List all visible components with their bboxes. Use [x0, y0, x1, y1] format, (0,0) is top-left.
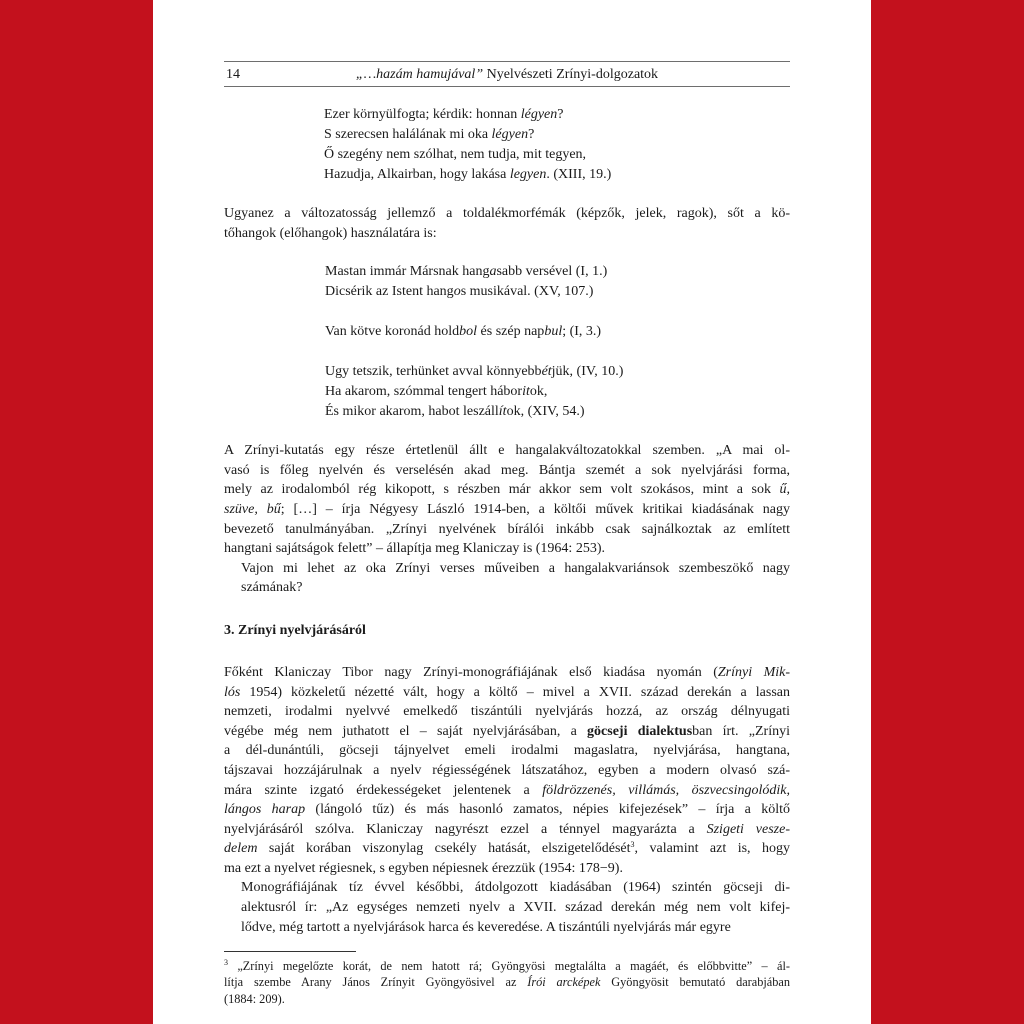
text-run: (1884: 209). [224, 991, 285, 1006]
text-line [224, 839, 790, 859]
text-run: a dél-dunántúli, göcseji tájnyelvet emeli irodalmi magaslatra, nyelvjárása, hangtana, [224, 743, 790, 759]
text-run: és szép nap [477, 324, 545, 340]
text-run: Ezer környülfogta; kérdik: honnan [324, 107, 521, 122]
text-line [224, 974, 790, 990]
text-run: ; (I, 3.) [562, 324, 602, 340]
text-line [325, 362, 790, 382]
text-run: ű, [779, 482, 790, 498]
paragraph-fokent [224, 663, 790, 879]
text-run: tőhangok (előhangok) használatára is: [224, 225, 437, 241]
text-run: legyen [509, 167, 547, 182]
text-line [224, 539, 790, 559]
text-line [224, 702, 790, 722]
text-line [224, 820, 790, 840]
text-run: lángos harap [224, 802, 306, 818]
text-line [325, 262, 790, 282]
text-run: mely az irodalomból rég kikopott, s részben már akkor sem volt szokásos, mint a sok [224, 482, 780, 498]
footnote-ref: 3 [630, 840, 635, 850]
text-run: bul [544, 324, 563, 340]
text-run: Ő szegény nem szólhat, nem tudja, mit tegyen, [324, 147, 587, 162]
text-line [325, 402, 790, 422]
text-run: ok, (XIV, 54.) [506, 404, 585, 420]
text-run: Dicsérik az Istent hang [325, 284, 454, 300]
running-title-rest: Nyelvészeti Zrínyi-dolgozatok [483, 67, 659, 82]
text-run: végébe még nem juthatott el – saját nyelvjárásában, a [224, 723, 588, 739]
text-run: it [522, 384, 530, 400]
text-run: o [453, 284, 461, 300]
text-run: ít [498, 404, 507, 420]
verse-quote-1 [324, 105, 790, 185]
text-line [224, 578, 790, 598]
text-line [224, 663, 790, 683]
text-run: 1954) közkeletű nézetté vált, hogy a költő – mivel a XVII. század derekán a lassan [240, 684, 790, 700]
text-line [224, 918, 790, 938]
text-run: légyen [491, 127, 529, 142]
text-run: számának? [241, 580, 303, 596]
text-run: földrözzenés, villámás, öszvecsingolódik, [542, 782, 790, 798]
text-line [324, 105, 790, 125]
text-run: Főként Klaniczay Tibor nagy Zrínyi-monográfiájának első kiadása nyomán ( [224, 664, 718, 680]
text-run: delem [224, 841, 258, 857]
text-run: Ha akarom, szómmal tengert hábor [325, 384, 523, 400]
text-run: Monográfiájának tíz évvel későbbi, átdolgozott kiadásában (1964) szintén göcseji di- [241, 880, 790, 896]
text-run: lítja szembe Arany János Zrínyit Gyöngyösivel az [224, 975, 528, 990]
text-run: Hazudja, Alkairban, hogy lakása [324, 167, 510, 182]
running-title [224, 63, 790, 87]
text-line [224, 958, 790, 974]
text-line [224, 800, 790, 820]
footnote-separator [224, 951, 356, 952]
text-run: Ugyanez a változatosság jellemző a toldalékmorfémák (képzők, jelek, ragok), sőt a kö- [224, 206, 790, 221]
text-run: hangtani sajátságok felett” – állapítja meg Klaniczay is (1964: 253). [224, 541, 605, 557]
text-run: jük, (IV, 10.) [551, 364, 624, 380]
stanza-gap [325, 342, 790, 362]
text-run: . (XIII, 19.) [546, 167, 612, 182]
text-run: bol [459, 324, 478, 340]
text-line [324, 165, 790, 185]
text-run: nyelvjárásáról szólva. Klaniczay nagyrészt ezzel a ténnyel magyarázta a [224, 821, 707, 837]
text-line [224, 683, 790, 703]
text-line [224, 461, 790, 481]
page-content [224, 61, 790, 1007]
text-line [224, 991, 790, 1007]
text-run: ét [541, 364, 552, 380]
text-line [324, 145, 790, 165]
text-run: ok, [529, 384, 548, 400]
text-line [224, 761, 790, 781]
text-run: a [489, 264, 497, 280]
text-run: „Zrínyi megelőzte korát, de nem hatott rá; Gyöngyösi megtalálta a magáét, és előbbvitte” – ál- [228, 959, 790, 974]
text-run: göcseji dialektus [587, 723, 693, 739]
text-run: Írói arcképek [527, 975, 601, 990]
text-run: saját korában viszonylag csekély hatását, elszigetelődését [257, 841, 631, 857]
text-line [325, 282, 790, 302]
text-run: És mikor akarom, habot leszáll [325, 404, 499, 420]
text-run: vasó is főleg nyelvén és verselésén akad meg. Bántja szemét a sok nyelvjárási forma, [224, 462, 790, 478]
text-line [224, 878, 790, 898]
text-run: ban írt. „Zrínyi [692, 723, 790, 739]
text-run: alektusról ír: „Az egységes nemzeti nyelv a XVII. század derekán még nem volt kifej- [241, 900, 790, 916]
text-run: S szerecsen halálának mi oka [324, 127, 492, 142]
footnote-ref: 3 [224, 958, 228, 968]
page-number: 14 [226, 67, 240, 82]
text-line [224, 859, 790, 879]
text-run: mára szinte izgató érdekességeket jelentenek a [224, 782, 543, 798]
text-line [224, 781, 790, 801]
text-line [325, 322, 790, 342]
verse-quote-2 [325, 262, 790, 422]
text-line [224, 204, 790, 224]
text-run: Gyöngyösit bemutató darabjában [600, 975, 791, 990]
text-run: ? [557, 107, 564, 122]
paragraph-vajon [224, 559, 790, 598]
paragraph-ugyanez [224, 204, 790, 243]
text-line [224, 500, 790, 520]
text-run: ma ezt a nyelvet régiesnek, s egyben népiesnek érezzük (1954: 178−9). [224, 860, 623, 876]
text-run: A Zrínyi-kutatás egy része értetlenül állt e hangalakváltozatokkal szemben. „A mai ol- [224, 443, 790, 459]
text-line [324, 125, 790, 145]
text-run: ? [528, 127, 535, 142]
text-line [325, 382, 790, 402]
text-line [224, 520, 790, 540]
text-line [224, 480, 790, 500]
text-line [224, 898, 790, 918]
text-run: (lángoló tűz) és más hasonló zamatos, népies kifejezések” – írja a költő [305, 802, 790, 818]
text-line [224, 722, 790, 742]
text-run: Zrínyi Mik- [717, 664, 790, 680]
text-run: Vajon mi lehet az oka Zrínyi verses műveiben a hangalakvariánsok szembeszökő nagy [241, 560, 790, 576]
text-run: lós [224, 684, 241, 700]
text-run: ; […] – írja Négyesy László 1914-ben, a költői művek kritikai kiadásának nagy [280, 501, 790, 517]
paragraph-monografia [224, 878, 790, 937]
section-heading: 3. Zrínyi nyelvjárásáról [224, 622, 366, 638]
text-line [224, 441, 790, 461]
text-run: Van kötve koronád hold [325, 324, 460, 340]
text-run: tájszavai hozzájárulnak a nyelv régiességének látszatához, egyben a modern olvasó szá- [224, 762, 790, 778]
text-line [224, 741, 790, 761]
footnote-3 [224, 958, 790, 1007]
book-page [153, 0, 871, 1024]
text-line [224, 559, 790, 579]
running-title-italic: „…hazám hamujával” [355, 67, 484, 82]
paragraph-zrinyi-kutatas [224, 441, 790, 559]
text-run: nemzeti, irodalmi nyelvvé emelkedő tiszántúli nyelvjárás hozzá, az ország délnyugati [224, 704, 790, 720]
text-run: bevezető tanulmányában. „Zrínyi nyelvének bírálói inkább csak sajnálkoztak az említett [224, 521, 790, 537]
text-run: légyen [520, 107, 558, 122]
text-run: lődve, még tartott a nyelvjárások harca és keveredése. A tiszántúli nyelvjárás már egyre [241, 919, 731, 935]
stanza-gap [325, 302, 790, 322]
text-run: sabb versével (I, 1.) [496, 264, 608, 280]
text-run: Mastan immár Mársnak hang [325, 264, 490, 280]
running-head [224, 61, 790, 87]
text-line [224, 224, 790, 244]
text-run: , valamint azt is, hogy [634, 841, 790, 857]
text-run: s musikával. (XV, 107.) [460, 284, 594, 300]
text-run: Ugy tetszik, terhünket avval könnyebb [325, 364, 542, 380]
text-run: szüve, bű [224, 501, 281, 517]
text-run: Szigeti vesze- [706, 821, 791, 837]
